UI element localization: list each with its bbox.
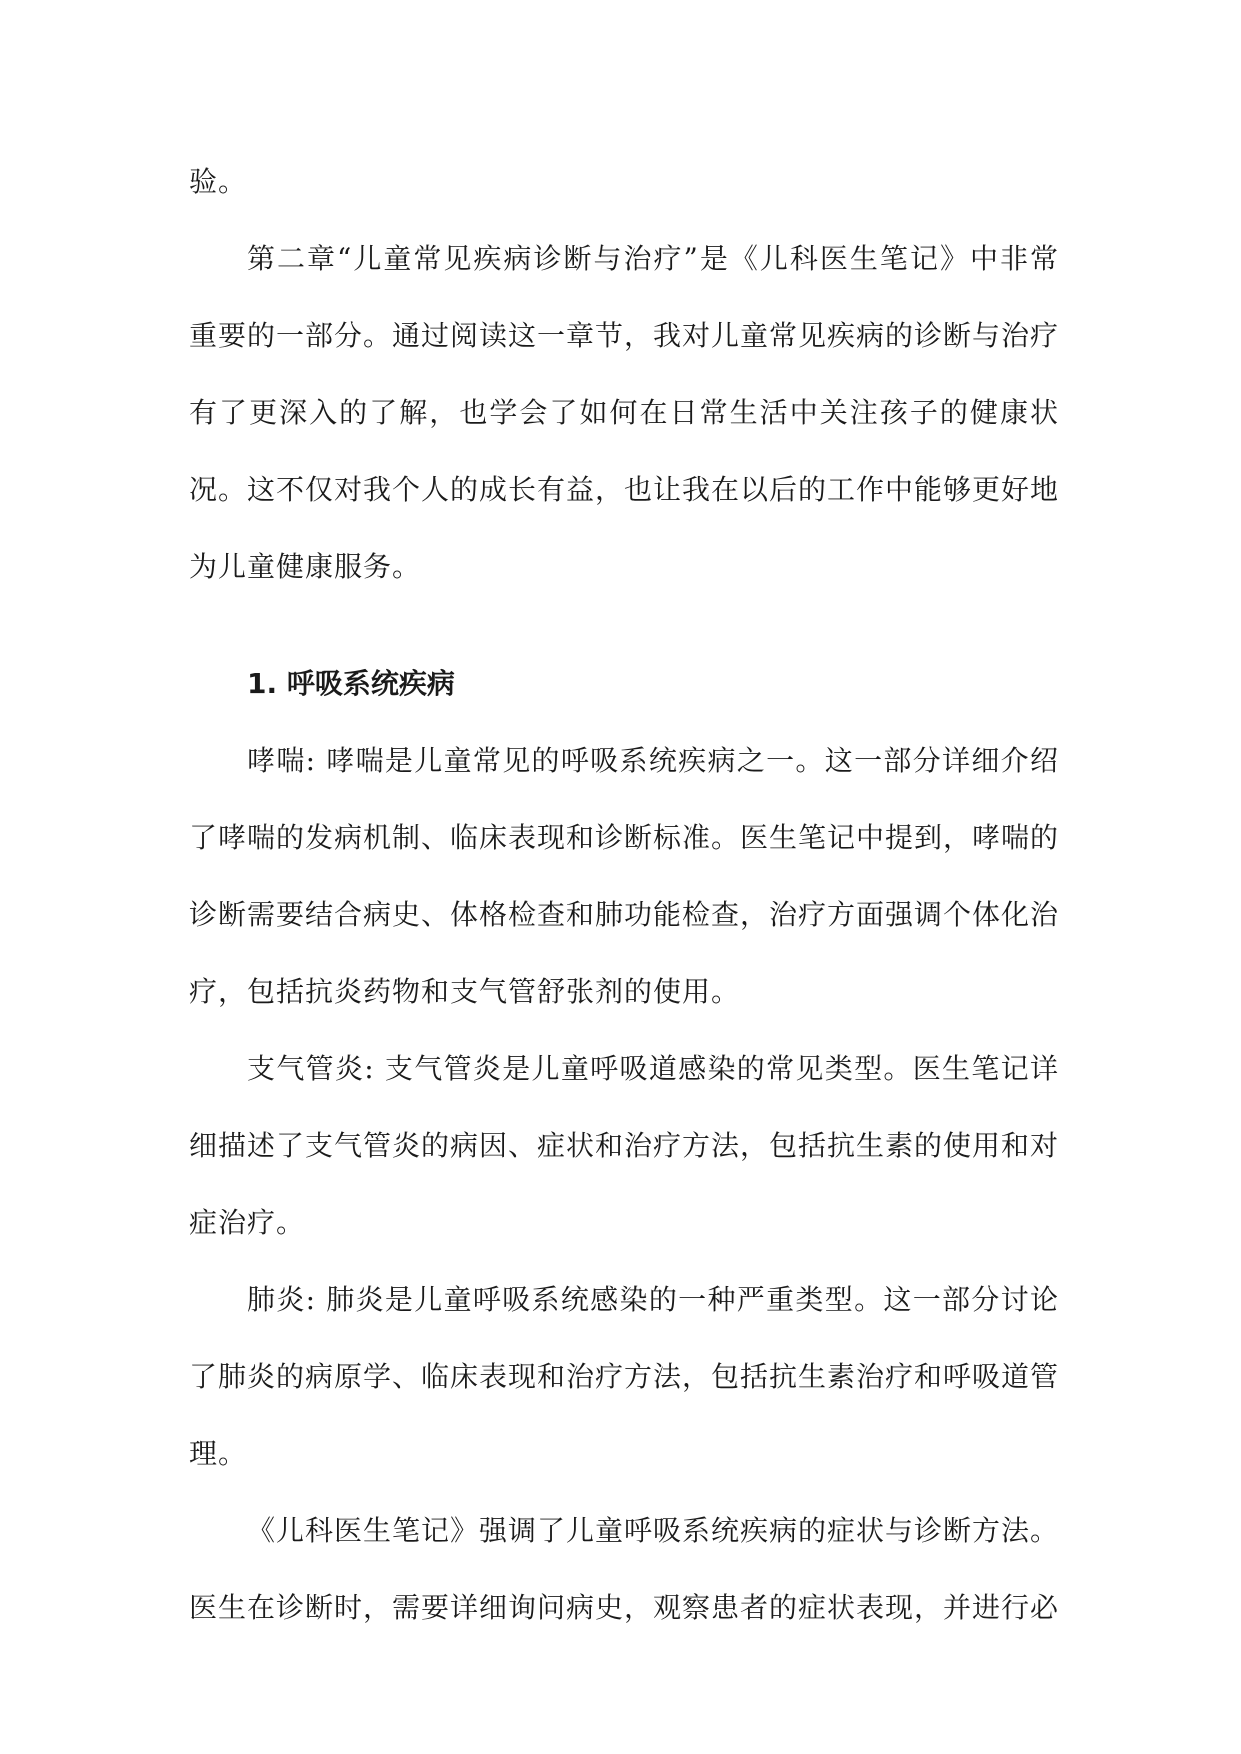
- section-heading: 1. 呼吸系统疾病: [247, 667, 455, 700]
- paragraph-pneumonia: 肺炎: 肺炎是儿童呼吸系统感染的一种严重类型。这一部分讨论了肺炎的病原学、临床表现和治疗方法，包括抗生素治疗和呼吸道管理。: [189, 1283, 1060, 1470]
- document-body: [189, 143, 1059, 1646]
- paragraph-bronchitis: 支气管炎: 支气管炎是儿童呼吸道感染的常见类型。医生笔记详细描述了支气管炎的病因、症状和治疗方法，包括抗生素的使用和对症治疗。: [189, 1052, 1060, 1239]
- paragraph-continuation: 验。: [189, 165, 248, 198]
- paragraph-asthma: 哮喘: 哮喘是儿童常见的呼吸系统疾病之一。这一部分详细介绍了哮喘的发病机制、临床表现和诊断标准。医生笔记中提到，哮喘的诊断需要结合病史、体格检查和肺功能检查，治疗方面强调个体化治疗，包括抗炎药物和支气管舒张剂的使用。: [189, 744, 1060, 1008]
- paragraph-summary: 《儿科医生笔记》强调了儿童呼吸系统疾病的症状与诊断方法。医生在诊断时，需要详细询问病史，观察患者的症状表现，并进行必: [189, 1514, 1060, 1624]
- paragraph-chapter-intro: 第二章“儿童常见疾病诊断与治疗”是《儿科医生笔记》中非常重要的一部分。通过阅读这一章节，我对儿童常见疾病的诊断与治疗有了更深入的了解，也学会了如何在日常生活中关注孩子的健康状况。这不仅对我个人的成长有益，也让我在以后的工作中能够更好地为儿童健康服务。: [189, 242, 1060, 583]
